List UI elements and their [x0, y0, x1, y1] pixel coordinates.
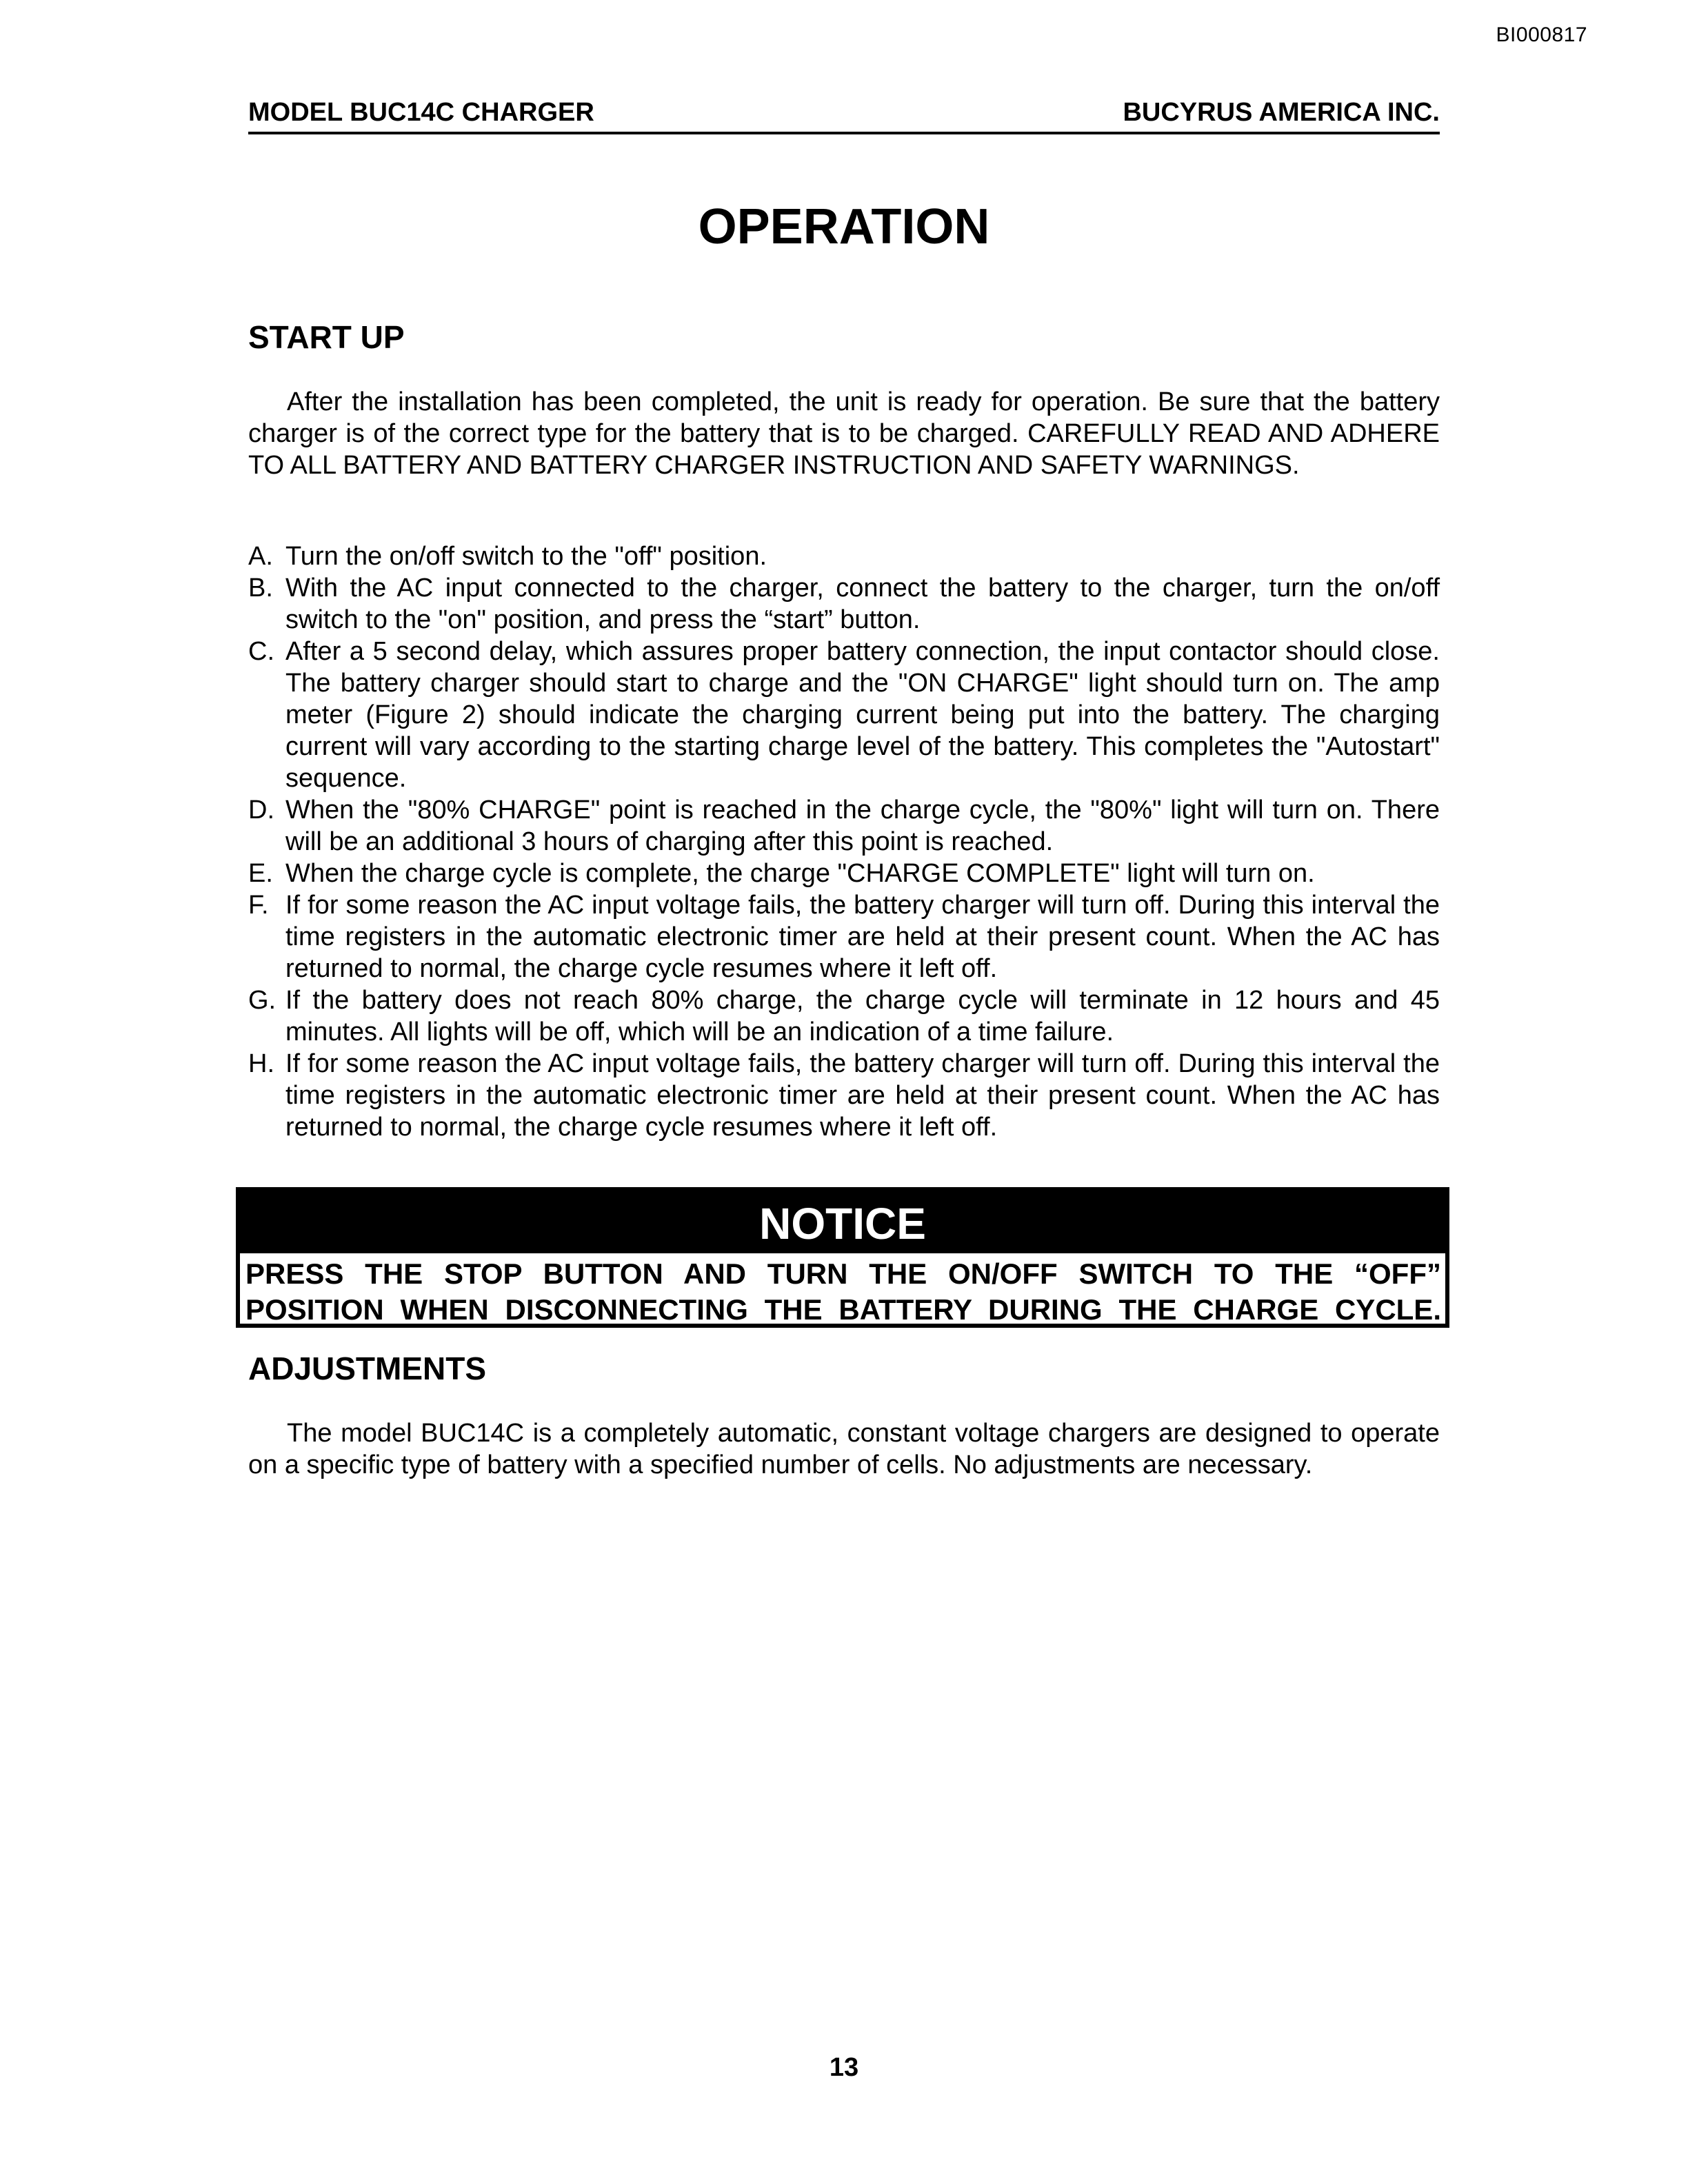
step-d: [248, 794, 1440, 858]
step-f: [248, 889, 1440, 984]
step-h: [248, 1048, 1440, 1143]
step-letter: A.: [248, 542, 273, 571]
adjustments-heading: ADJUSTMENTS: [248, 1351, 487, 1386]
step-text: After a 5 second delay, which assures proper battery connection, the input contactor should close. The battery charger should start to charge and the "ON CHARGE" light should turn on. The amp meter (Figure 2) should indicate the charging current being put into the battery. The charging current will vary according to the starting charge level of the battery. This completes the "Autostart" sequence.: [285, 637, 1440, 793]
notice-box: [236, 1187, 1449, 1328]
step-text: If for some reason the AC input voltage fails, the battery charger will turn off. During this interval the time registers in the automatic electronic timer are held at their present count. When the AC has returned to normal, the charge cycle resumes where it left off.: [285, 891, 1440, 983]
start-up-heading: START UP: [248, 319, 405, 355]
step-letter: C.: [248, 637, 274, 666]
start-up-intro-text: After the installation has been completed, the unit is ready for operation. Be sure that the battery charger is of the correct type for the battery that is to be charged. CAREFULLY READ AND ADHERE TO ALL BATTERY AND BATTERY CHARGER INSTRUCTION AND SAFETY WARNINGS.: [248, 387, 1440, 480]
start-up-intro: [248, 386, 1440, 481]
step-text: When the "80% CHARGE" point is reached in the charge cycle, the "80%" light will turn on. There will be an additional 3 hours of charging after this point is reached.: [285, 796, 1440, 856]
step-e: [248, 858, 1440, 889]
step-g: [248, 984, 1440, 1048]
step-letter: G.: [248, 986, 277, 1015]
step-text: If for some reason the AC input voltage fails, the battery charger will turn off. During this interval the time registers in the automatic electronic timer are held at their present count. When the AC has returned to normal, the charge cycle resumes where it left off.: [285, 1049, 1440, 1142]
page-title: OPERATION: [698, 199, 990, 254]
step-b: [248, 572, 1440, 636]
step-c: [248, 636, 1440, 794]
adjustments-text: The model BUC14C is a completely automatic, constant voltage chargers are designed to operate on a specific type of battery with a specified number of cells. No adjustments are necessary.: [248, 1419, 1440, 1479]
step-text: With the AC input connected to the charger, connect the battery to the charger, turn the on/off switch to the "on" position, and press the “start” button.: [285, 574, 1440, 634]
step-text: Turn the on/off switch to the "off" position.: [285, 542, 767, 571]
page-number: 13: [829, 2053, 859, 2082]
header-model: MODEL BUC14C CHARGER: [248, 98, 594, 127]
step-letter: B.: [248, 574, 273, 603]
step-letter: D.: [248, 796, 274, 825]
notice-text: PRESS THE STOP BUTTON AND TURN THE ON/OFF SWITCH TO THE “OFF” POSITION WHEN DISCONNECTING THE BATTERY DURING THE CHARGE CYCLE.: [245, 1257, 1441, 1326]
step-letter: F.: [248, 891, 269, 920]
header-company: BUCYRUS AMERICA INC.: [1123, 98, 1440, 127]
step-a: [248, 540, 1440, 572]
step-letter: E.: [248, 859, 273, 888]
step-text: When the charge cycle is complete, the charge "CHARGE COMPLETE" light will turn on.: [285, 859, 1315, 888]
page-header: [248, 98, 1440, 134]
step-text: If the battery does not reach 80% charge, the charge cycle will terminate in 12 hours and 45 minutes. All lights will be off, which will be an indication of a time failure.: [285, 986, 1440, 1046]
start-up-steps: [248, 540, 1440, 1143]
notice-heading: NOTICE: [240, 1191, 1445, 1253]
document-id: BI000817: [1496, 23, 1587, 46]
adjustments-paragraph: [248, 1417, 1440, 1481]
step-letter: H.: [248, 1049, 274, 1078]
